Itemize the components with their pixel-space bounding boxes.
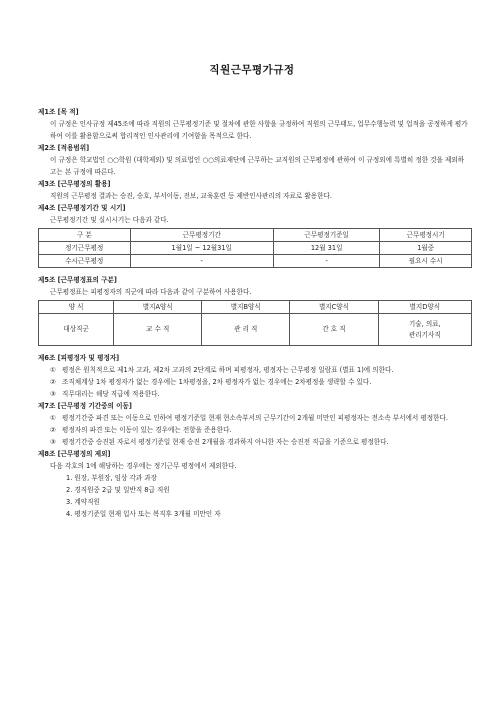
table-header-cell: 별지A양식 xyxy=(114,301,202,314)
table-header-cell: 구 분 xyxy=(39,229,131,242)
list-item xyxy=(38,376,470,388)
list-item: 4. 평정기준일 현재 입사 또는 복직후 3개월 미만인 자 xyxy=(66,510,221,518)
item-number: ① xyxy=(50,366,56,374)
article-4-body: 근무평정기간 및 실시시기는 다음과 같다. xyxy=(50,216,169,224)
table-cell: 정기근무평정 xyxy=(39,242,131,255)
article-5-heading: 제5조 [근무평정표의 구분] xyxy=(38,276,117,284)
evaluation-form-table xyxy=(38,300,472,346)
table-cell: 수시근무평정 xyxy=(39,255,131,268)
item-text: 조직체계상 1차 평정자가 없는 경우에는 1차평정을, 2차 평정자가 없는 경우에는 2차평정을 생략할 수 있다. xyxy=(62,378,372,386)
article-8-body: 다음 각호의 1에 해당하는 경우에는 정기근무 평정에서 제외한다. xyxy=(50,462,237,470)
table-header-row xyxy=(39,229,472,242)
list-item xyxy=(38,388,470,400)
table-cell: 간 호 직 xyxy=(290,314,378,346)
table-cell: 필요시 수시 xyxy=(380,255,472,268)
article-3-body: 직원의 근무평정 결과는 승진, 승호, 부서이동, 전보, 교육훈련 등 제반인사관리의 자료로 활용한다. xyxy=(50,192,332,200)
article-2-body: 이 규정은 학교법인 ○○학원 (대학제외) 및 의료법인 ○○의료재단에 근무하는 교직원의 근무평정에 관하여 이 규정외에 특별히 정한 것을 제외하고는 본 규정에 따른다. xyxy=(50,156,465,176)
page-title: 직원근무평가규정 xyxy=(209,64,295,76)
article-4-heading: 제4조 [근무평정기간 및 시기] xyxy=(38,204,126,212)
article-6-heading: 제6조 [피평정자 및 평정자] xyxy=(38,354,120,362)
item-text: 평정기간중 승진된 자로서 평정기준일 현재 승진 2개월을 경과하지 아니한 자는 승진전 직급을 기준으로 평정한다. xyxy=(62,438,389,446)
item-number: ③ xyxy=(50,438,56,446)
list-item: 3. 계약직원 xyxy=(66,498,100,506)
table-cell: 12월 31일 xyxy=(273,242,379,255)
table-header-cell: 양 식 xyxy=(39,301,114,314)
item-text: 평정자의 파견 또는 이동이 있는 경우에는 전항을 준용한다. xyxy=(62,426,232,434)
item-text: 평정은 원칙적으로 제1차 고과, 제2차 고과의 2단계로 하며 피평정자, 평정자는 근무평정 일람표 (별표 1)에 의한다. xyxy=(62,366,394,374)
article-1-body: 이 규정은 인사규정 제45조에 따라 직원의 근무평정기준 및 절차에 관한 사항을 규정하여 직원의 근무태도, 업무수행능력 및 업적을 공정하게 평가하여 이를 활용함으로써 합리적인 인사관리에 기여함을 목적으로 한다. xyxy=(50,120,468,140)
item-number: ② xyxy=(50,426,56,434)
table-header-cell: 별지C양식 xyxy=(290,301,378,314)
item-number: ① xyxy=(50,414,56,422)
document-body xyxy=(38,106,470,520)
table-cell-line: 기술, 의료, xyxy=(408,319,441,328)
article-7-heading: 제7조 [근무평정 기간중의 이동] xyxy=(38,402,132,410)
list-item: 2. 경직원중 2급 및 일반직 8급 직원 xyxy=(66,486,170,494)
item-number: ③ xyxy=(50,390,56,398)
evaluation-period-table xyxy=(38,228,472,268)
table-cell: 1월중 xyxy=(380,242,472,255)
table-cell-line: 관리기사직 xyxy=(408,330,441,339)
table-header-cell: 별지B양식 xyxy=(202,301,290,314)
table-cell: 관 리 직 xyxy=(202,314,290,346)
article-5-body: 근무평정표는 피평정자의 직군에 따라 다음과 같이 구분하여 사용한다. xyxy=(50,288,252,296)
article-1-heading: 제1조 [목 적] xyxy=(38,108,79,116)
table-cell: 교 수 직 xyxy=(114,314,202,346)
item-number: ② xyxy=(50,378,56,386)
table-header-cell: 근무평정기준일 xyxy=(273,229,379,242)
table-header-cell: 별지D양식 xyxy=(378,301,471,314)
list-item xyxy=(38,412,470,424)
table-header-cell: 근무평정기간 xyxy=(130,229,273,242)
item-text: 평정기간중 파견 또는 이동으로 인하여 평정기준일 현재 현소속부서의 근무기간이 2개월 미만인 피평정자는 전소속 부서에서 평정한다. xyxy=(62,414,448,422)
list-item xyxy=(38,424,470,436)
table-cell: - xyxy=(273,255,379,268)
item-text: 직무대리는 해당 직급에 적용한다. xyxy=(62,390,160,398)
table-row xyxy=(39,242,472,255)
table-header-cell: 근무평정시기 xyxy=(380,229,472,242)
article-8-heading: 제8조 [근무평정의 제외] xyxy=(38,450,111,458)
article-2-heading: 제2조 [적용범위] xyxy=(38,144,90,152)
list-item xyxy=(38,364,470,376)
article-3-heading: 제3조 [근무평정의 활용] xyxy=(38,180,111,188)
table-header-row xyxy=(39,301,472,314)
list-item xyxy=(38,436,470,448)
table-cell: - xyxy=(130,255,273,268)
table-cell xyxy=(378,314,471,346)
table-row xyxy=(39,314,472,346)
table-cell: 1월1일 ~ 12월31일 xyxy=(130,242,273,255)
table-cell: 대상직군 xyxy=(39,314,114,346)
table-row xyxy=(39,255,472,268)
list-item: 1. 원장, 부원장, 임상 각과 과장 xyxy=(66,474,158,482)
